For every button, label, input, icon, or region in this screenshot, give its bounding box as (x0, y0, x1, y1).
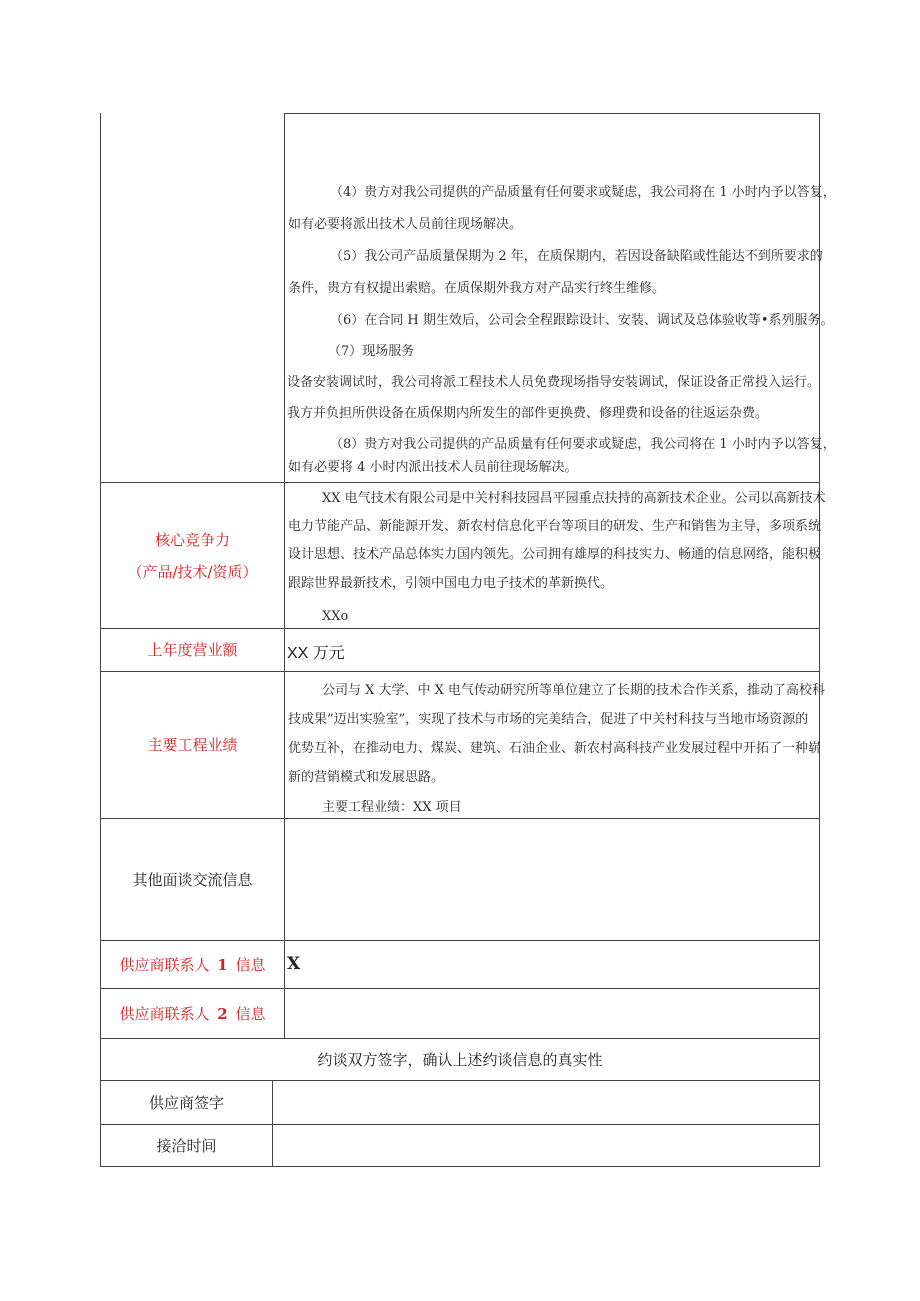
table-bottom-border (100, 1166, 820, 1167)
revenue-value: XX 万元 (287, 645, 345, 662)
supplier-signature-label-text: 供应商签字 (148, 1093, 224, 1112)
other-info-value[interactable] (290, 830, 810, 930)
service-line: （5）我公司产品质量保期为 2 年，在质保期内，若因设备缺陷或性能达不到所要求的 (330, 249, 823, 264)
contact1-label-text (119, 949, 265, 981)
service-line: 如有必要将 4 小时内派出技术人员前往现场解决。 (288, 460, 578, 475)
table-right-border (819, 113, 820, 1167)
signature-title (101, 1039, 819, 1080)
service-line: 设备安装调试时，我公司将派工程技术人员免费现场指导安装调试，保证设备正常投入运行。 (287, 375, 821, 390)
revenue-label-text: 上年度营业额 (147, 641, 238, 659)
service-line: 如有必要将派出技术人员前往现场解决。 (288, 217, 523, 232)
service-line: （6）在合同 H 期生效后，公司会全程跟踪设计、安装、调试及总体验收等•系列服务。 (330, 313, 834, 328)
top-border-right (284, 113, 820, 114)
core-competence-label-line2: （产品/技术/资质） (127, 562, 258, 581)
performance-line: 公司与 X 大学、中 X 电气传动研究所等单位建立了长期的技术合作关系，推动了高校科 (322, 683, 826, 698)
signature-title-text: 约谈双方签字，确认上述约谈信息的真实性 (317, 1050, 603, 1069)
service-line: （8）贵方对我公司提供的产品质量有任何要求或疑虑，我公司将在 1 小时内予以答复， (330, 437, 836, 452)
core-competence-line: 设计思想、技术产品总体实力国内领先。公司拥有雄厚的科技实力、畅通的信息网络，能积极 (288, 547, 822, 562)
contact2-label-num: 2 (217, 1004, 228, 1023)
label-column-divider (284, 113, 285, 1038)
contact2-label-suffix: 信息 (235, 1004, 266, 1023)
core-competence-tail: XXo (322, 609, 349, 624)
contact2-label (101, 989, 284, 1038)
core-competence-line: 跟踪世界最新技术，引领中国电力电子技术的革新换代。 (288, 576, 614, 591)
supplier-signature-label (101, 1081, 272, 1124)
core-competence-label-line1: 核心竞争力 (154, 530, 230, 549)
revenue-label (101, 629, 284, 671)
contact1-label (101, 941, 284, 988)
performance-label (101, 672, 284, 818)
contact1-label-num: 1 (217, 955, 228, 974)
contact2-label-text (119, 998, 265, 1030)
contact1-value[interactable]: X (287, 954, 301, 974)
performance-summary: 主要工程业绩：XX 项目 (322, 800, 462, 815)
meeting-time-label (101, 1125, 272, 1166)
core-competence-line: XX 电气技术有限公司是中关村科技园昌平园重点扶持的高新技术企业。公司以高新技术 (322, 491, 826, 506)
service-line: （7）现场服务 (328, 344, 415, 359)
core-competence-label (101, 483, 284, 628)
performance-line: 技成果”迈出实验室”，实现了技术与市场的完美结合，促进了中关村科技与当地市场资源的 (288, 712, 809, 727)
meeting-time-label-text: 接洽时间 (156, 1136, 217, 1155)
core-competence-line: 电力节能产品、新能源开发、新农村信息化平台等项目的研发、生产和销售为主导，多项系统 (288, 519, 822, 534)
other-info-label (101, 819, 284, 940)
contact1-label-prefix: 供应商联系人 (119, 955, 210, 974)
contact2-label-prefix: 供应商联系人 (119, 1004, 210, 1023)
service-line: 我方并负担所供设备在质保期内所发生的部件更换费、修理费和设备的往返运杂费。 (287, 406, 769, 421)
performance-label-text: 主要工程业绩 (147, 736, 238, 754)
contact1-label-suffix: 信息 (235, 955, 266, 974)
service-line: 条件，贵方有权提出索赔。在质保期外我方对产品实行终生维修。 (288, 281, 666, 296)
performance-line: 新的营销模式和发展思路。 (288, 770, 445, 785)
service-line: （4）贵方对我公司提供的产品质量有任何要求或疑虑，我公司将在 1 小时内予以答复， (330, 185, 836, 200)
performance-line: 优势互补，在推动电力、煤炭、建筑、石油企业、新农村高科技产业发展过程中开拓了一种崭 (288, 741, 822, 756)
other-info-label-text: 其他面谈交流信息 (132, 870, 253, 889)
